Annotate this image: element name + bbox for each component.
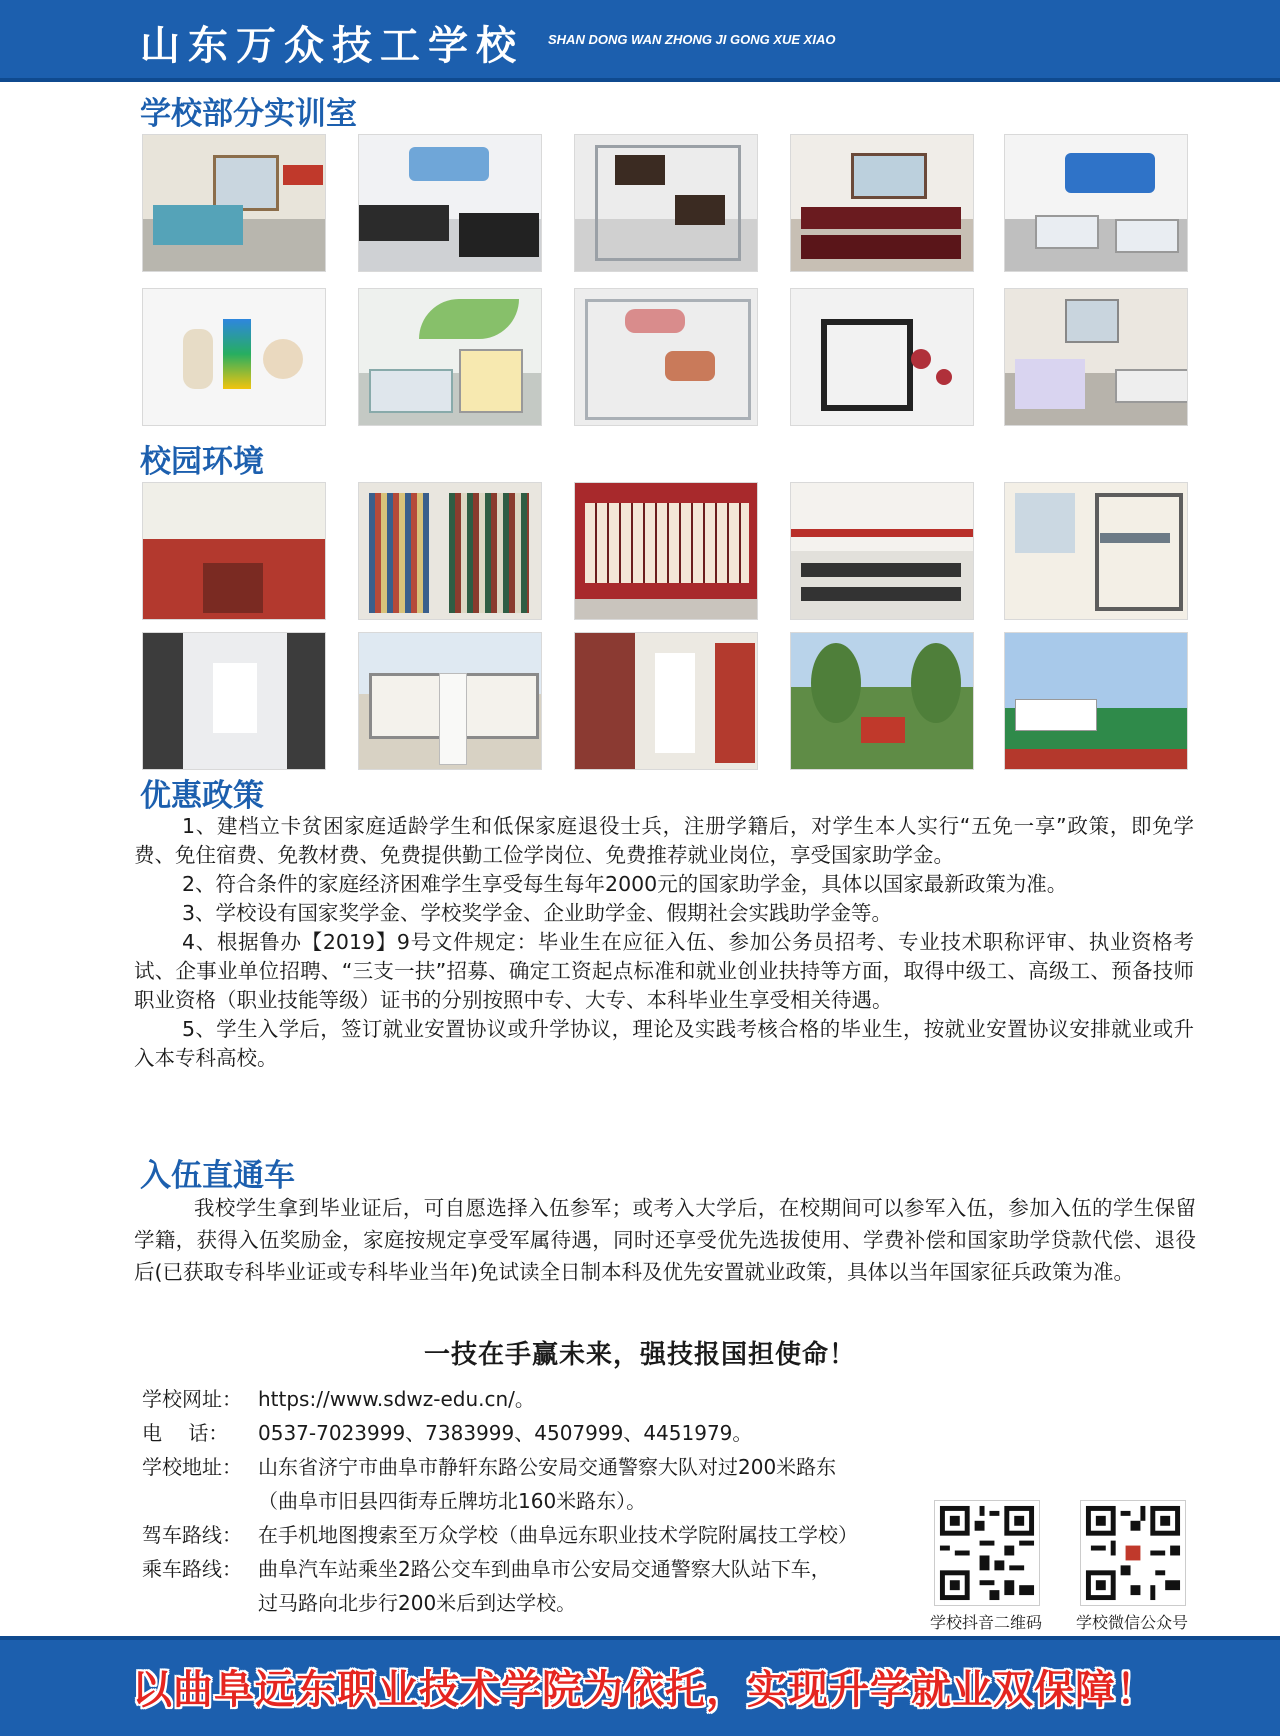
drive-label: 驾车路线：	[142, 1523, 242, 1547]
photo-campus-building	[142, 482, 326, 620]
drive-route: 在手机地图搜索至万众学校（曲阜远东职业技术学院附属技工学校）	[258, 1523, 858, 1547]
info-website	[142, 1386, 535, 1412]
qr-code-icon	[1081, 1501, 1185, 1605]
info-bus	[142, 1556, 831, 1582]
school-name-pinyin: SHAN DONG WAN ZHONG JI GONG XUE XIAO	[548, 32, 836, 47]
info-address	[142, 1454, 836, 1480]
photo-campus-walkway	[574, 632, 758, 770]
photo-training-anatomy-shelves	[574, 288, 758, 426]
school-name: 山东万众技工学校	[140, 22, 524, 69]
website-label: 学校网址：	[142, 1387, 242, 1411]
qr-code-icon	[935, 1501, 1039, 1605]
policy-item: 2、符合条件的家庭经济困难学生享受每生每年2000元的国家助学金，具体以国家最新政策为准。	[182, 872, 1068, 896]
photo-training-classroom	[790, 134, 974, 272]
photo-training-bone-models	[142, 288, 326, 426]
section-title-campus: 校园环境	[140, 444, 264, 480]
bus-route-1: 曲阜汽车站乘坐2路公交车到曲阜市公安局交通警察大队站下车，	[258, 1557, 831, 1581]
section-title-policy: 优惠政策	[140, 778, 264, 814]
info-drive	[142, 1522, 858, 1548]
photo-campus-honor-wall	[574, 482, 758, 620]
photo-training-nursing-room	[1004, 134, 1188, 272]
army-paragraph-block	[134, 1192, 1196, 1288]
photo-training-acupoint-models	[574, 134, 758, 272]
policy-item: 1、建档立卡贫困家庭适龄学生和低保家庭退役士兵，注册学籍后，对学生本人实行“五免一享”政策，即免学费、免住宿费、免教材费、免费提供勤工俭学岗位、免费推荐就业岗位，享受国家助学金。	[134, 814, 1194, 867]
bus-route-2: 过马路向北步行200米后到达学校。	[258, 1591, 577, 1615]
info-phone	[142, 1420, 752, 1446]
policy-list	[134, 812, 1194, 1073]
policy-item: 5、学生入学后，签订就业安置协议或升学协议，理论及实践考核合格的毕业生，按就业安置协议安排就业或升入本专科高校。	[134, 1017, 1194, 1070]
bus-label: 乘车路线：	[142, 1557, 242, 1581]
photo-campus-corridor	[142, 632, 326, 770]
info-address-2	[258, 1488, 646, 1514]
photo-campus-confucius-statue	[358, 632, 542, 770]
section-title-army: 入伍直通车	[140, 1158, 295, 1194]
footer-banner	[0, 1636, 1280, 1736]
website-link[interactable]: https://www.sdwz-edu.cn/。	[258, 1387, 535, 1411]
douyin-qr-code[interactable]	[934, 1500, 1040, 1606]
slogan: 一技在手赢未来，强技报国担使命！	[423, 1340, 856, 1370]
photo-training-ward	[142, 134, 326, 272]
footer-slogan: 以曲阜远东职业技术学院为依托，实现升学就业双保障！	[132, 1666, 1157, 1713]
photo-training-infant-care	[358, 288, 542, 426]
address-line-2: （曲阜市旧县四街寿丘牌坊北160米路东）。	[258, 1489, 647, 1513]
phone-numbers: 0537-7023999、7383999、4507999、4451979。	[258, 1421, 753, 1445]
photo-campus-sports-field	[1004, 632, 1188, 770]
photo-training-computer-lab	[358, 134, 542, 272]
wechat-qr-code[interactable]	[1080, 1500, 1186, 1606]
info-bus-2	[258, 1590, 576, 1616]
policy-item: 4、根据鲁办【2019】9号文件规定：毕业生在应征入伍、参加公务员招考、专业技术职称评审、执业资格考试、企事业单位招聘、“三支一扶”招募、确定工资起点标准和就业创业扶持等方面，取得中级工、高级工、预备技师职业资格（职业技能等级）证书的分别按照中专、大专、本科毕业生享受相关待遇。	[134, 930, 1194, 1012]
address-label: 学校地址：	[142, 1455, 242, 1479]
phone-label: 电 话：	[142, 1421, 229, 1445]
photo-campus-garden	[790, 632, 974, 770]
header-banner	[0, 0, 1280, 82]
wechat-qr-caption: 学校微信公众号	[1075, 1613, 1188, 1632]
photo-training-ward-2	[1004, 288, 1188, 426]
photo-training-tcm-equipment	[790, 288, 974, 426]
policy-item: 3、学校设有国家奖学金、学校奖学金、企业助学金、假期社会实践助学金等。	[182, 901, 893, 925]
photo-campus-dining-hall	[790, 482, 974, 620]
photo-campus-library	[358, 482, 542, 620]
section-title-training: 学校部分实训室	[140, 96, 357, 132]
army-paragraph: 我校学生拿到毕业证后，可自愿选择入伍参军；或考入大学后，在校期间可以参军入伍，参加入伍的学生保留学籍，获得入伍奖励金，家庭按规定享受军属待遇，同时还享受优先选拔使用、学费补偿和国家助学贷款代偿、退役后(已获取专科毕业证或专科毕业当年)免试读全日制本科及优先安置就业政策，具体以当年国家征兵政策为准。	[134, 1196, 1196, 1284]
douyin-qr-caption: 学校抖音二维码	[929, 1613, 1042, 1632]
photo-campus-dormitory	[1004, 482, 1188, 620]
address-line-1: 山东省济宁市曲阜市静轩东路公安局交通警察大队对过200米路东	[258, 1455, 837, 1479]
